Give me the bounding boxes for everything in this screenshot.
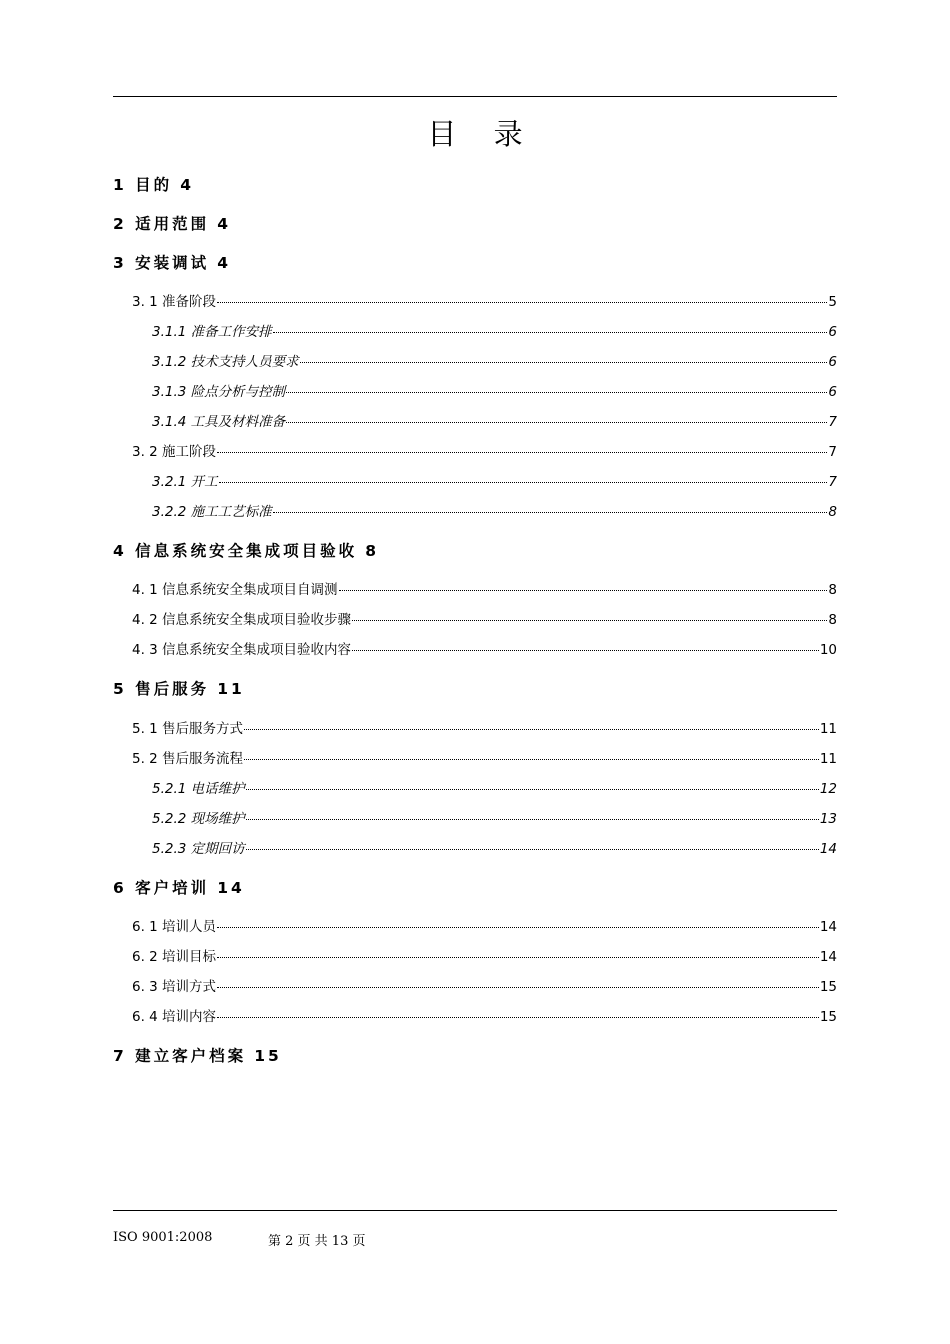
toc-heading-label: 4 信息系统安全集成项目验收 xyxy=(113,542,358,560)
footer-rule xyxy=(113,1210,837,1211)
toc-entry[interactable] xyxy=(152,473,837,491)
toc-entry-label: 4. 3 信息系统安全集成项目验收内容 xyxy=(132,642,352,658)
toc-entry[interactable] xyxy=(132,918,837,936)
toc-entry-label: 3. 1 准备阶段 xyxy=(132,294,217,310)
toc-heading[interactable] xyxy=(113,253,231,273)
toc-entry-label: 5.2.3 定期回访 xyxy=(152,841,245,857)
toc-dot-leader xyxy=(217,987,819,988)
toc-dot-leader xyxy=(246,819,819,820)
toc-dot-leader xyxy=(217,927,819,928)
toc-entry[interactable] xyxy=(132,581,837,599)
toc-heading-page: 4 xyxy=(217,215,231,233)
toc-heading-page: 8 xyxy=(365,542,379,560)
toc-entry-label: 3.1.4 工具及材料准备 xyxy=(152,414,286,430)
toc-heading[interactable] xyxy=(113,214,231,234)
toc-dot-leader xyxy=(352,650,819,651)
toc-entry[interactable] xyxy=(152,383,837,401)
toc-dot-leader xyxy=(286,422,827,423)
toc-entry[interactable] xyxy=(132,750,837,768)
toc-entry-page: 11 xyxy=(819,751,837,767)
toc-entry-label: 6. 4 培训内容 xyxy=(132,1009,217,1025)
toc-entry-page: 6 xyxy=(828,384,837,400)
toc-entry-page: 7 xyxy=(828,444,837,460)
toc-heading-page: 15 xyxy=(254,1047,282,1065)
toc-entry-label: 3.2.2 施工工艺标准 xyxy=(152,504,272,520)
toc-heading-label: 2 适用范围 xyxy=(113,215,210,233)
toc-entry-label: 4. 2 信息系统安全集成项目验收步骤 xyxy=(132,612,352,628)
toc-dot-leader xyxy=(246,789,819,790)
toc-entry-label: 3.1.2 技术支持人员要求 xyxy=(152,354,299,370)
toc-entry[interactable] xyxy=(152,840,837,858)
toc-entry[interactable] xyxy=(152,780,837,798)
toc-entry-label: 6. 3 培训方式 xyxy=(132,979,217,995)
toc-entry-label: 3.1.3 险点分析与控制 xyxy=(152,384,286,400)
toc-heading-label: 7 建立客户档案 xyxy=(113,1047,247,1065)
toc-entry-page: 14 xyxy=(819,841,837,857)
toc-entry[interactable] xyxy=(152,503,837,521)
toc-heading-page: 11 xyxy=(217,680,245,698)
toc-heading-label: 6 客户培训 xyxy=(113,879,210,897)
toc-entry-page: 8 xyxy=(828,612,837,628)
toc-entry-label: 5.2.1 电话维护 xyxy=(152,781,245,797)
toc-dot-leader xyxy=(244,729,819,730)
toc-entry-label: 3.2.1 开工 xyxy=(152,474,218,490)
toc-entry[interactable] xyxy=(132,948,837,966)
toc-dot-leader xyxy=(217,1017,819,1018)
toc-entry[interactable] xyxy=(132,293,837,311)
toc-heading-label: 5 售后服务 xyxy=(113,680,210,698)
toc-entry-page: 14 xyxy=(819,949,837,965)
toc-entry[interactable] xyxy=(152,413,837,431)
toc-entry-page: 6 xyxy=(828,354,837,370)
toc-entry[interactable] xyxy=(152,353,837,371)
toc-entry-page: 12 xyxy=(819,781,837,797)
toc-entry-page: 7 xyxy=(828,414,837,430)
toc-dot-leader xyxy=(300,362,828,363)
toc-entry-page: 13 xyxy=(819,811,837,827)
toc-entry[interactable] xyxy=(132,611,837,629)
toc-entry-page: 11 xyxy=(819,721,837,737)
toc-entry[interactable] xyxy=(132,720,837,738)
toc-entry-label: 3.1.1 准备工作安排 xyxy=(152,324,272,340)
toc-entry-page: 8 xyxy=(828,582,837,598)
toc-heading-page: 4 xyxy=(217,254,231,272)
toc-entry[interactable] xyxy=(152,810,837,828)
toc-heading-label: 1 目的 xyxy=(113,176,173,194)
toc-entry-label: 3. 2 施工阶段 xyxy=(132,444,217,460)
toc-entry-page: 15 xyxy=(819,979,837,995)
toc-entry-label: 5. 1 售后服务方式 xyxy=(132,721,244,737)
toc-dot-leader xyxy=(273,512,828,513)
toc-entry-page: 7 xyxy=(828,474,837,490)
toc-heading[interactable] xyxy=(113,878,245,898)
footer-standard: ISO 9001:2008 xyxy=(113,1230,213,1245)
toc-entry-page: 6 xyxy=(828,324,837,340)
toc-entry-page: 8 xyxy=(828,504,837,520)
toc-entry-page: 5 xyxy=(828,294,837,310)
toc-dot-leader xyxy=(246,849,819,850)
toc-heading[interactable] xyxy=(113,175,194,195)
toc-heading-label: 3 安装调试 xyxy=(113,254,210,272)
toc-heading[interactable] xyxy=(113,679,245,699)
toc-heading[interactable] xyxy=(113,1046,282,1066)
toc-heading-page: 14 xyxy=(217,879,245,897)
toc-heading[interactable] xyxy=(113,541,379,561)
toc-entry[interactable] xyxy=(132,443,837,461)
toc-entry-page: 10 xyxy=(819,642,837,658)
toc-entry[interactable] xyxy=(132,641,837,659)
toc-dot-leader xyxy=(339,590,828,591)
toc-dot-leader xyxy=(244,759,819,760)
toc-dot-leader xyxy=(217,957,819,958)
toc-entry-label: 6. 1 培训人员 xyxy=(132,919,217,935)
toc-dot-leader xyxy=(273,332,828,333)
toc-dot-leader xyxy=(219,482,828,483)
toc-dot-leader xyxy=(217,302,827,303)
toc-entry-label: 4. 1 信息系统安全集成项目自调测 xyxy=(132,582,338,598)
toc-entry-label: 5. 2 售后服务流程 xyxy=(132,751,244,767)
toc-entry[interactable] xyxy=(152,323,837,341)
toc-dot-leader xyxy=(352,620,827,621)
footer-page-info: 第 2 页 共 13 页 xyxy=(268,1234,366,1249)
toc-entry-label: 6. 2 培训目标 xyxy=(132,949,217,965)
toc-heading-page: 4 xyxy=(180,176,194,194)
toc-dot-leader xyxy=(286,392,827,393)
toc-entry-page: 14 xyxy=(819,919,837,935)
toc-entry-label: 5.2.2 现场维护 xyxy=(152,811,245,827)
toc-entry-page: 15 xyxy=(819,1009,837,1025)
toc-dot-leader xyxy=(217,452,827,453)
page-title: 目 录 xyxy=(427,117,537,151)
toc-entry[interactable] xyxy=(132,1008,837,1026)
toc-entry[interactable] xyxy=(132,978,837,996)
